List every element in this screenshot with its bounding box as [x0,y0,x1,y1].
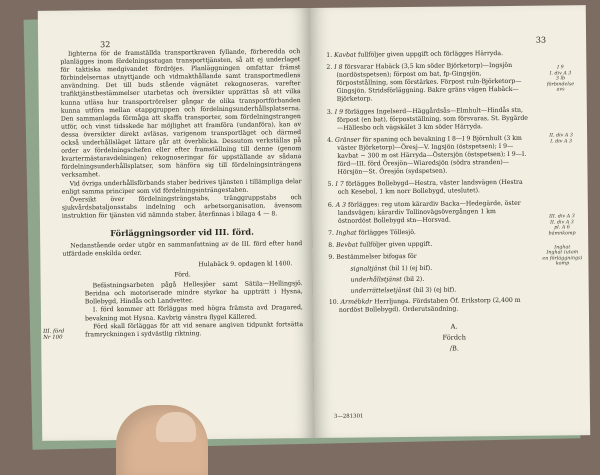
sub-item-ref: (bil 2). [403,276,425,284]
signature-line: Fördch [442,332,466,342]
dateline: Hulabäck 9. opdagen kl 1400. [198,260,293,269]
left-body [60,48,302,220]
paragraph: lighterna för de framställda transportkraven fyllande, förberedda och planlägges inom fördelningsstugan transporttjänsten, så att ej underlaget för taktiska medgivandet fördröjes. Planläggningen omfattar främst förbindelsernas utnyttjande och vidmakthållande samt transportmedlens användning. Det till buds stående vägnätet rekognoseras, varefter trafiktjänstbestämmelser utarbetas och översikter upprättas så att vilka kunna utläsa hur transportrörelser gångar de olika transportförbanden kunna utföra mellan etappgruppen och fördelningsunderhållsplatserna. Den sammanlagda förmåga att skaffa transporter, som fördelningstrangen utför, och vinst tidsskede har möjlighet att framföra (undanföra), kan av dessa översikter direkt avläsas, varigenom transportläget och därmed också underhållsläget lättare går att överblicka. Dessutom verkställas på order av fördelningschefen eller efter framställning till denne (genom kvartermästaravdelningen) rekognoseringar för uppställande av sådana fördelningsunderhållsplatser, som hänföra sig till fördelningsinträngens verksamhet. [60,48,302,180]
sub-item [328,264,530,274]
margin-line: Nr 100 [43,335,63,342]
margin-line: avs [556,87,565,93]
paragraph: Vid övriga underhållsförbands staber bedrives tjänsten i tillämpliga delar enligt samma principer som vid fördelningsinträngestaben. [61,177,302,196]
margin-line: Inghat [554,244,571,251]
margin-line: pl. A 6 [554,225,570,231]
left-page-number: 32 [100,40,111,50]
item-number: 4. [327,136,334,144]
item-text: förlägges Töllesjö. [358,228,416,237]
list-item [327,135,529,178]
margin-line: I 9 [557,65,564,71]
item-lead: I 8 [334,63,343,71]
item-text: Herrljunga. Fördstaben Öf. Erikstorp (2,400 m nordöst Bollebygd). Orderutsändning. [338,297,521,315]
margin-line: bämnkomp [548,231,576,237]
signature-line: /B. [449,344,459,353]
paragraph: Nedanstående order utgör en sammanfattning av de III. förd efter hand utfärdade enskilda order. [62,240,303,258]
item-number: 5. [327,181,334,189]
sub-item [329,275,531,285]
sub-item [329,286,531,296]
section-heading: Förläggningsorder vid III. förd. [110,226,254,239]
item-lead: Bevbat [336,241,358,249]
list-item [329,297,531,315]
margin-line: I. div A 3 [549,70,572,77]
item-lead: Gränser [334,136,361,144]
item-text: fullföljer given uppgift. [359,240,433,249]
item-lead: Kavbat [334,51,357,59]
paragraph: Befästningsarbeten pågå Hellesjöer samt Sätila—Hellingsjö. Beridna och motoriserade mindre styrkor ha uppträtt i Hysna, Bollebygd, Hindås och Landvetter. [84,280,303,306]
item-text: förlägges Bollebygd—Hestra, väster landsvägen (Hestra och Kesebol, 1 km norr Bollebygd, uteslutet). [337,179,523,197]
margin-line: III. div A 3 [549,214,575,220]
item-text: försvarar Habäck (3,5 km söder Björketorp)—Ingsjön (nordöstspetsen); förpost om bat, fp-Gingsjön, förpoststållning, som förstärkes. Förpost ruln-Björketorp—Gingsjön. Stridsförläggning. Bakre gräns vägen Habäck—Björketorp. [336,62,522,104]
item-number: 10. [328,299,339,307]
margin-notes [538,65,584,267]
item-number: 9. [328,253,335,261]
thumbnail-nail [156,412,196,442]
item-text: fullföljer given uppgift och förlägges Härryda. [358,50,504,59]
item-lead: I 7 [335,180,344,189]
item-lead: Armébkdr [340,298,373,307]
order-items [326,50,531,316]
list-item [328,252,530,262]
item-number: 6. [327,201,334,209]
item-text: Bestämmelser bifogas för [336,252,417,261]
item-lead: I 9 [334,108,344,116]
sub-item-label: signaltjänst [350,265,388,273]
left-page [38,8,314,441]
item-number: 2. [326,63,333,71]
signature-line: A. [450,322,458,331]
paragraph: I. förd kommer att förläggas med högra främsta avd Dragared, bevakning mot Hysna. Kavbrig vänstra flygel Källered. [84,304,303,322]
item-text: för spaning och bevakning I 8—I 9 Björnhult (3 km väster Björketorp)—Öresj—V. Ingsjön (östspetsen); I 9—kavbat ~ 300 m ost Härryda—Östersjön (östspetsen); I 9—I. förd—III. förd Öresjön—Wiaredsjön (södra stranden)—Hörsjön—St. Öresjön (sydspetsen). [337,134,527,176]
item-lead: Inghat [335,229,357,237]
margin-line: II. div A 3 [550,220,574,226]
margin-line: II. div A 3 [549,133,573,139]
list-item [326,50,528,60]
list-item [328,199,530,225]
item-lead: A 3 [335,201,347,209]
paragraph: Förd skall förläggas för att vid senare angiven tidpunkt fortsätta framryckningen i sydvästlig riktning. [85,320,304,339]
item-number: 8. [328,241,335,249]
margin-line: en förläggnings) [542,255,583,262]
margin-line: I. div A 3 [550,138,573,145]
margin-line: Inghat (utom [546,250,579,256]
list-item [328,240,530,250]
intro [62,240,302,259]
print-code: 3—281301 [333,413,364,420]
item-number: 1. [326,51,333,59]
margin-line: 3 lb [555,76,566,82]
item-text: förlägges Ingelserd—Häggårdsås—Elmhult—Hindås stn, förpost (en bat), förpostställning, som försvaras, St. Bygärde—Hällesbo och vägskälet 3 km söder Härryda. [336,106,528,132]
margin-line: förbindelse [546,82,575,88]
sub-item-ref: (bil 3) (ej bif). [413,286,457,295]
right-page-number: 33 [535,35,547,45]
list-item [327,106,529,132]
sub-item-ref: (bil 1) (ej bif). [388,264,433,273]
list-item [328,179,530,197]
item-number: 3. [326,108,333,116]
orders-text [85,280,304,339]
sub-item-label: underrättelsetjänst [350,287,412,295]
paragraph: Översikt över fördelningsträngstabs, tränggruppstabs och sjukvårdsbataljonsstabs indelning och arbetsorganisation, ävensom instruktion för tjänsten vid nämnda staber, återfinnas i bilaga 4 — 8. [61,193,302,220]
margin-note [43,329,64,342]
open-book [38,5,590,441]
item-text: förlägges: reg utom kärardiv Backa—Hedegärde, öster landsvägen; kärardiv Tollinovägsövergången 1 km östnordöst Bollebygd stn—Horsvad. [337,199,521,225]
subheading: Förd. [174,271,191,279]
margin-line: komp [555,261,570,267]
sub-item-label: underhållstjänst [350,276,402,284]
list-item [328,228,530,238]
right-page [310,5,590,438]
margin-line: III. förd [43,328,65,335]
list-item [326,62,528,105]
item-number: 7. [328,229,335,237]
